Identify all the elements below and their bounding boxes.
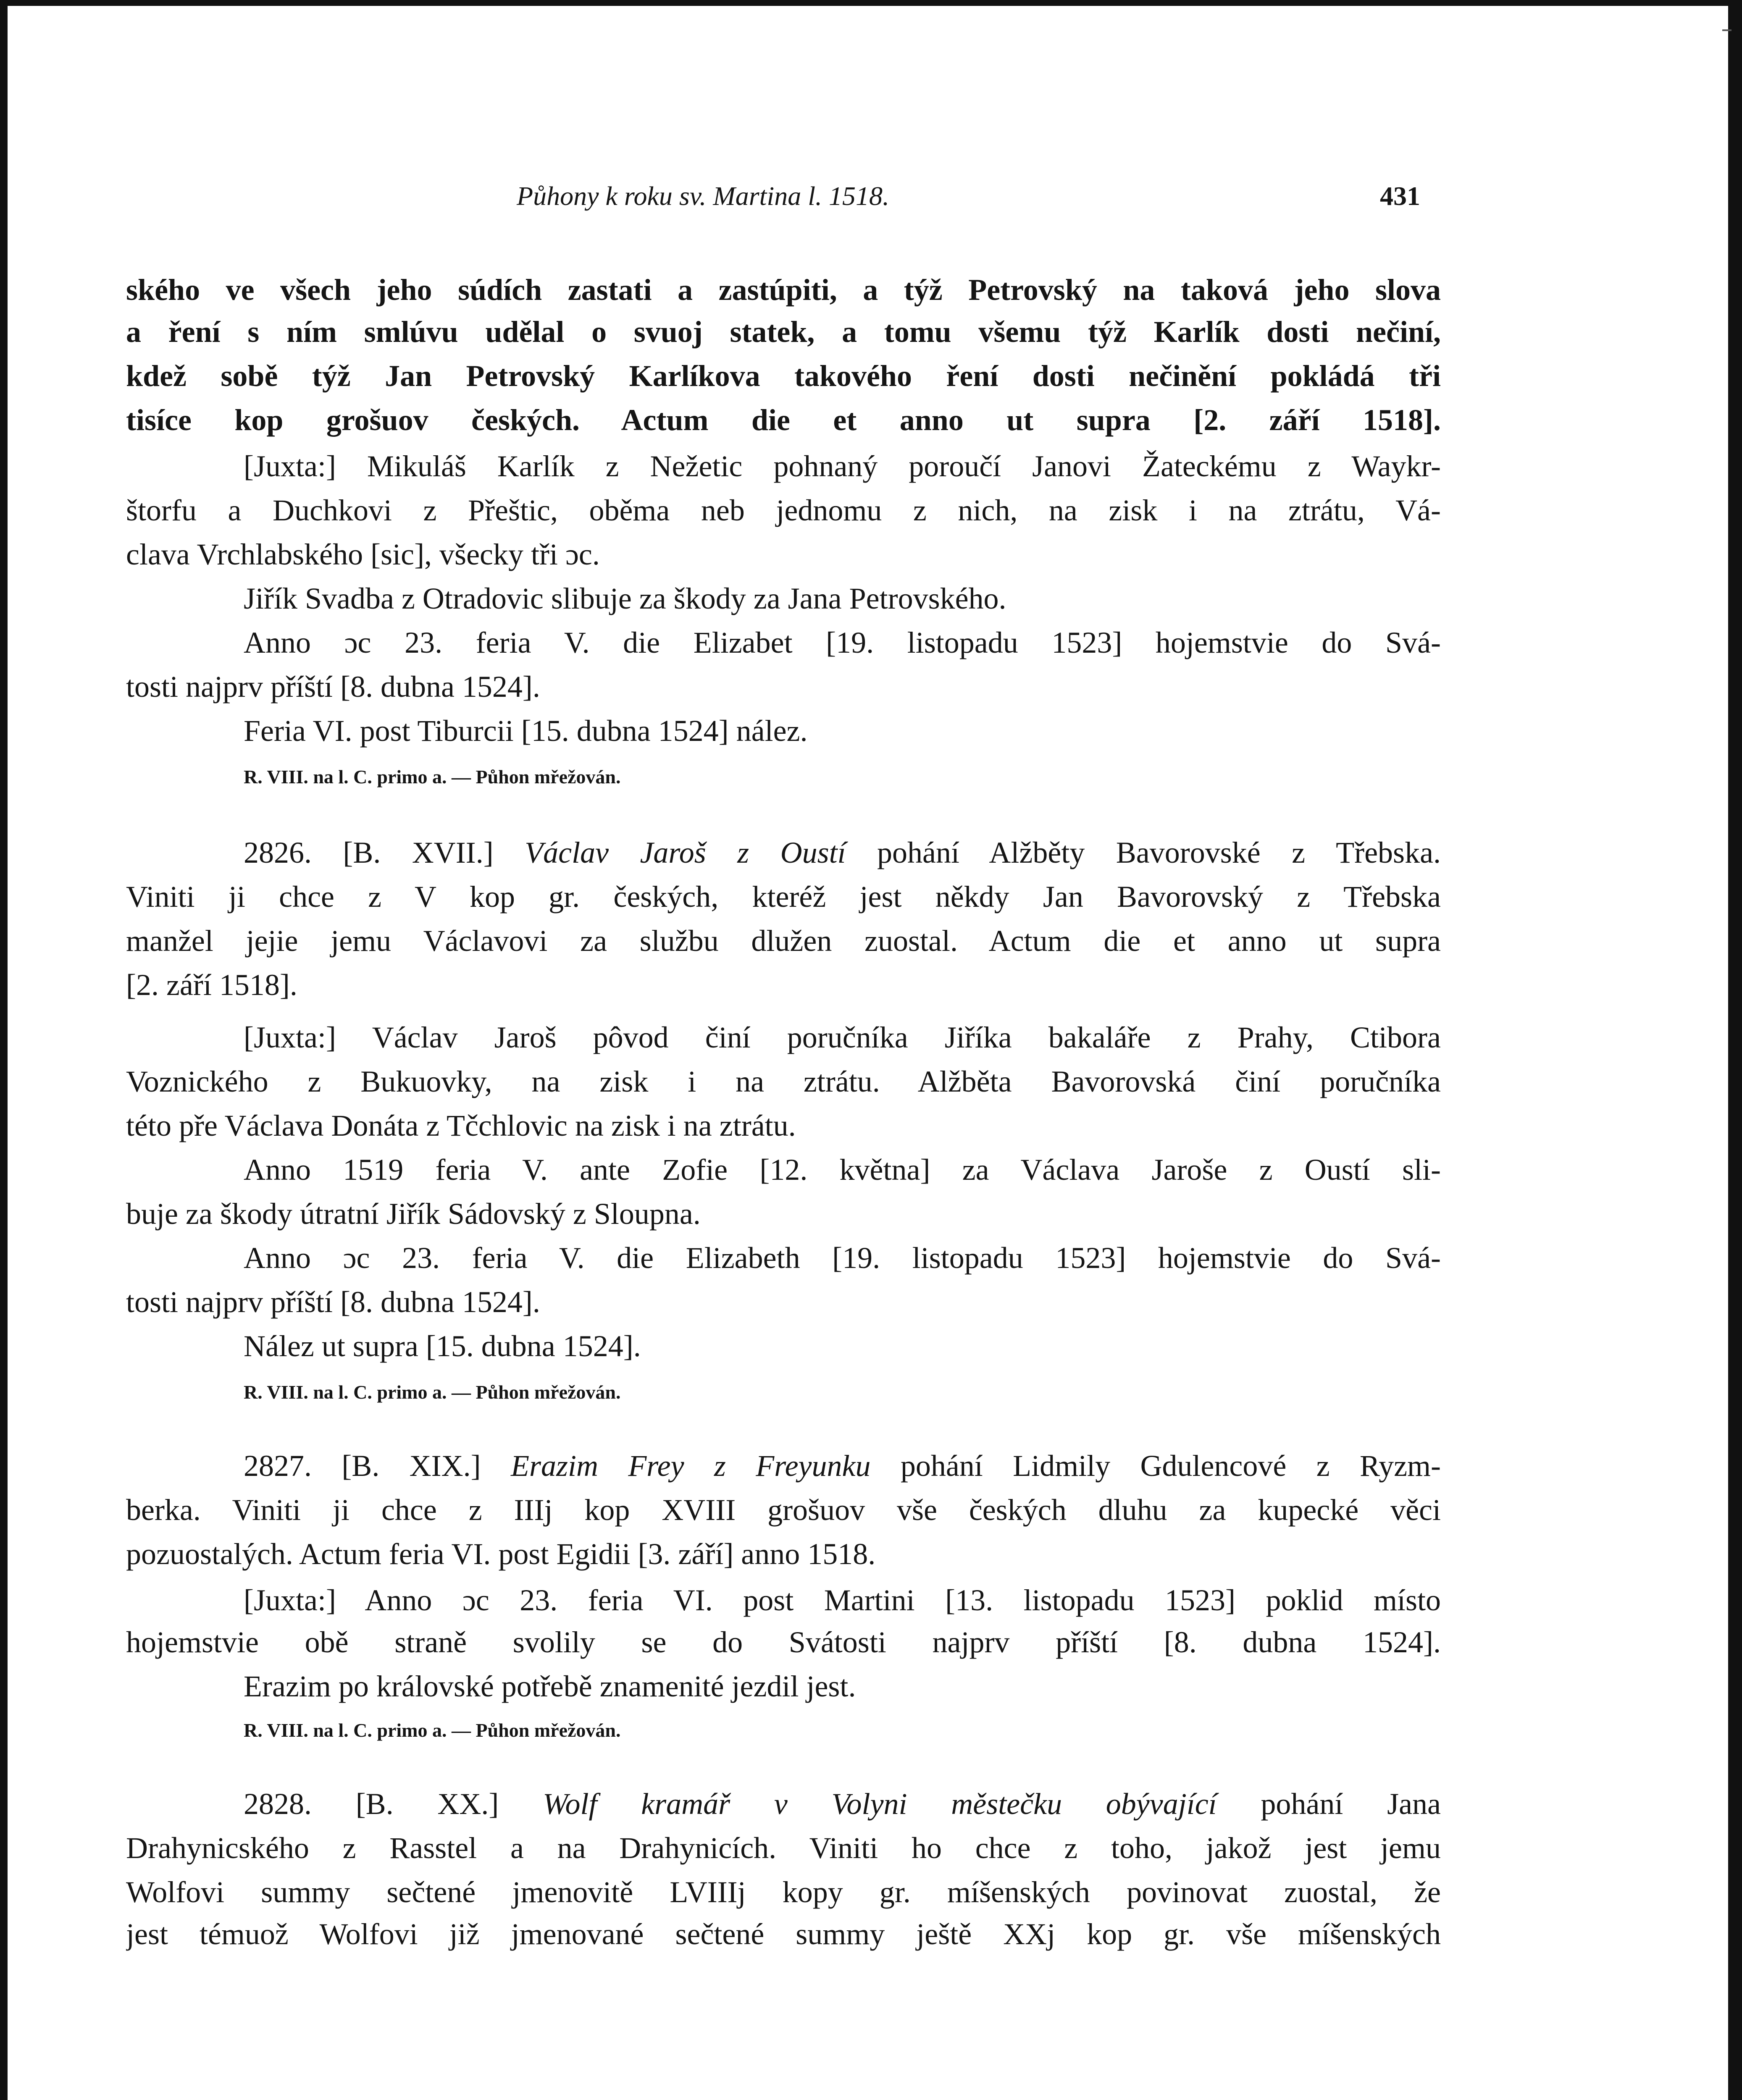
plaintiff-name: Václav Jaroš z Oustí <box>525 836 846 869</box>
entry-first-line-rest: pohání Lidmily Gdulencové z Ryzm- <box>900 1449 1441 1483</box>
text-line: Drahynicského z Rasstel a na Drahynicích. Viniti ho chce z toho, jakož jest jemu <box>126 1831 1441 1865</box>
running-title: Půhony k roku sv. Martina l. 1518. <box>517 181 889 211</box>
verdict-line: Nález ut supra [15. dubna 1524]. <box>244 1329 641 1363</box>
scan-edge-mark <box>1722 29 1731 31</box>
anno-line: tosti najprv příští [8. dubna 1524]. <box>126 1285 540 1319</box>
text-line: berka. Viniti ji chce z IIIj kop XVIII grošuov vše českých dluhu za kupecké věci <box>126 1493 1441 1527</box>
juxta-line: štorfu a Duchkovi z Přeštic, oběma neb jednomu z nich, na zisk i na ztrátu, Vá- <box>126 494 1441 527</box>
scan-border-left <box>0 0 8 2100</box>
entry-2826-heading <box>244 832 1441 874</box>
remark-line: Erazim po královské potřebě znamenité jezdil jest. <box>244 1670 856 1703</box>
text-line: [2. září 1518]. <box>126 968 297 1002</box>
juxta-line: této pře Václava Donáta z Tčchlovic na zisk i na ztrátu. <box>126 1109 796 1142</box>
record-note: R. VIII. na l. C. primo a. — Půhon mřežován. <box>244 766 621 788</box>
anno-line: Anno ɔc 23. feria V. die Elizabeth [19. listopadu 1523] hojemstvie do Svá- <box>244 1241 1441 1275</box>
entry-2828-heading <box>244 1783 1441 1825</box>
text-line: tisíce kop grošuov českých. Actum die et anno ut supra [2. září 1518]. <box>126 403 1441 437</box>
record-note: R. VIII. na l. C. primo a. — Půhon mřežován. <box>244 1381 621 1403</box>
text-line: manžel jejie jemu Václavovi za službu dlužen zuostal. Actum die et anno ut supra <box>126 924 1441 958</box>
juxta-line: [Juxta:] Mikuláš Karlík z Nežetic pohnaný poroučí Janovi Žateckému z Waykr- <box>244 449 1441 483</box>
entry-first-line-rest: pohání Alžběty Bavorovské z Třebska. <box>877 836 1441 869</box>
page-number: 431 <box>1380 181 1420 211</box>
entry-2827-heading <box>244 1445 1441 1487</box>
juxta-line: [Juxta:] Václav Jaroš pôvod činí poručníka Jiříka bakaláře z Prahy, Ctibora <box>244 1021 1441 1054</box>
scan-border-top <box>0 0 1742 6</box>
record-note: R. VIII. na l. C. primo a. — Půhon mřežován. <box>244 1719 621 1741</box>
text-line: kdež sobě týž Jan Petrovský Karlíkova takového ření dosti nečinění pokládá tři <box>126 359 1441 393</box>
plaintiff-name: Erazim Frey z Freyunku <box>510 1449 871 1483</box>
entry-first-line-rest: pohání Jana <box>1261 1787 1441 1821</box>
surety-line: Jiřík Svadba z Otradovic slibuje za škody za Jana Petrovského. <box>244 582 1006 615</box>
text-line: ského ve všech jeho súdích zastati a zastúpiti, a týž Petrovský na taková jeho slova <box>126 273 1441 307</box>
scan-border-right <box>1728 0 1742 2100</box>
anno-line: tosti najprv příští [8. dubna 1524]. <box>126 670 540 704</box>
text-line: Viniti ji chce z V kop gr. českých, kteréž jest někdy Jan Bavorovský z Třebska <box>126 880 1441 914</box>
text-line: a ření s ním smlúvu udělal o svuoj statek, a tomu všemu týž Karlík dosti nečiní, <box>126 315 1441 349</box>
juxta-line: [Juxta:] Anno ɔc 23. feria VI. post Martini [13. listopadu 1523] poklid místo <box>244 1583 1441 1617</box>
verdict-line: Feria VI. post Tiburcii [15. dubna 1524] nález. <box>244 714 808 748</box>
entry-number: 2828. [B. XX.] <box>244 1787 499 1821</box>
juxta-line: Voznického z Bukuovky, na zisk i na ztrátu. Alžběta Bavorovská činí poručníka <box>126 1065 1441 1098</box>
text-line: jest témuož Wolfovi již jmenované sečtené summy ještě XXj kop gr. vše míšenských <box>126 1917 1441 1951</box>
text-line: Wolfovi summy sečtené jmenovitě LVIIIj kopy gr. míšenských povinovat zuostal, že <box>126 1875 1441 1909</box>
juxta-line: hojemstvie obě straně svolily se do Svátosti najprv příští [8. dubna 1524]. <box>126 1625 1441 1659</box>
text-line: pozuostalých. Actum feria VI. post Egidii [3. září] anno 1518. <box>126 1537 876 1571</box>
surety-line: Anno 1519 feria V. ante Zofie [12. května] za Václava Jaroše z Oustí sli- <box>244 1153 1441 1186</box>
plaintiff-name: Wolf kramář v Volyni městečku obývající <box>543 1787 1217 1821</box>
entry-number: 2827. [B. XIX.] <box>244 1449 481 1483</box>
juxta-line: clava Vrchlabského [sic], všecky tři ɔc. <box>126 538 600 571</box>
anno-line: Anno ɔc 23. feria V. die Elizabet [19. listopadu 1523] hojemstvie do Svá- <box>244 626 1441 659</box>
entry-number: 2826. [B. XVII.] <box>244 836 494 869</box>
surety-line: buje za škody útratní Jiřík Sádovský z Sloupna. <box>126 1197 701 1231</box>
